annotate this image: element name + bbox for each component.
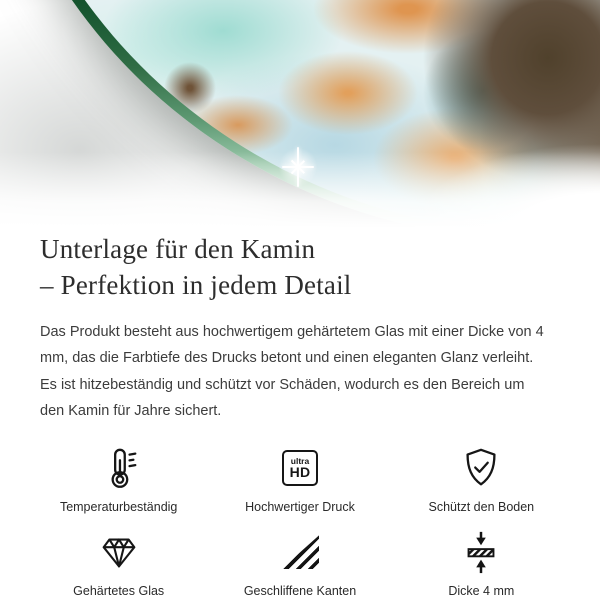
thickness-icon	[458, 528, 504, 576]
ultra-hd-icon	[282, 444, 318, 492]
feature-label: Hochwertiger Druck	[245, 500, 355, 515]
title-line-2: – Perfektion in jedem Detail	[40, 269, 352, 300]
shield-check-icon	[458, 444, 504, 492]
feature-polished-edges	[209, 528, 390, 598]
ultra-hd-text-bottom: HD	[289, 464, 311, 481]
feature-label: Dicke 4 mm	[448, 584, 515, 599]
feature-floor-protection	[391, 444, 572, 514]
feature-label: Schützt den Boden	[428, 500, 535, 515]
feature-label: Gehärtetes Glas	[73, 584, 165, 599]
feature-print-quality	[209, 444, 390, 514]
product-description: Das Produkt besteht aus hochwertigem gehärtetem Glas mit einer Dicke von 4 mm, das die Farbtiefe des Drucks betont und einen eleganten Glanz verleiht. Es ist hitzebeständig und schützt vor Schäden, wodurch es den Bereich um den Kamin für Jahre sichert.	[40, 323, 544, 419]
feature-temperature	[28, 444, 209, 514]
feature-label: Temperaturbeständig	[59, 500, 178, 515]
thermometer-icon	[96, 444, 142, 492]
feature-grid	[28, 444, 572, 598]
feature-label: Geschliffene Kanten	[243, 584, 357, 599]
page-title	[40, 232, 560, 304]
feature-tempered-glass	[28, 528, 209, 598]
ultra-hd-text-top: ultra	[290, 455, 310, 466]
description-section	[0, 232, 600, 424]
title-line-1: Unterlage für den Kamin	[40, 234, 316, 264]
corner-white-fade	[340, 112, 600, 232]
polished-edge-icon	[281, 528, 319, 576]
feature-thickness	[391, 528, 572, 598]
diamond-icon	[96, 528, 142, 576]
product-photo	[0, 0, 600, 232]
